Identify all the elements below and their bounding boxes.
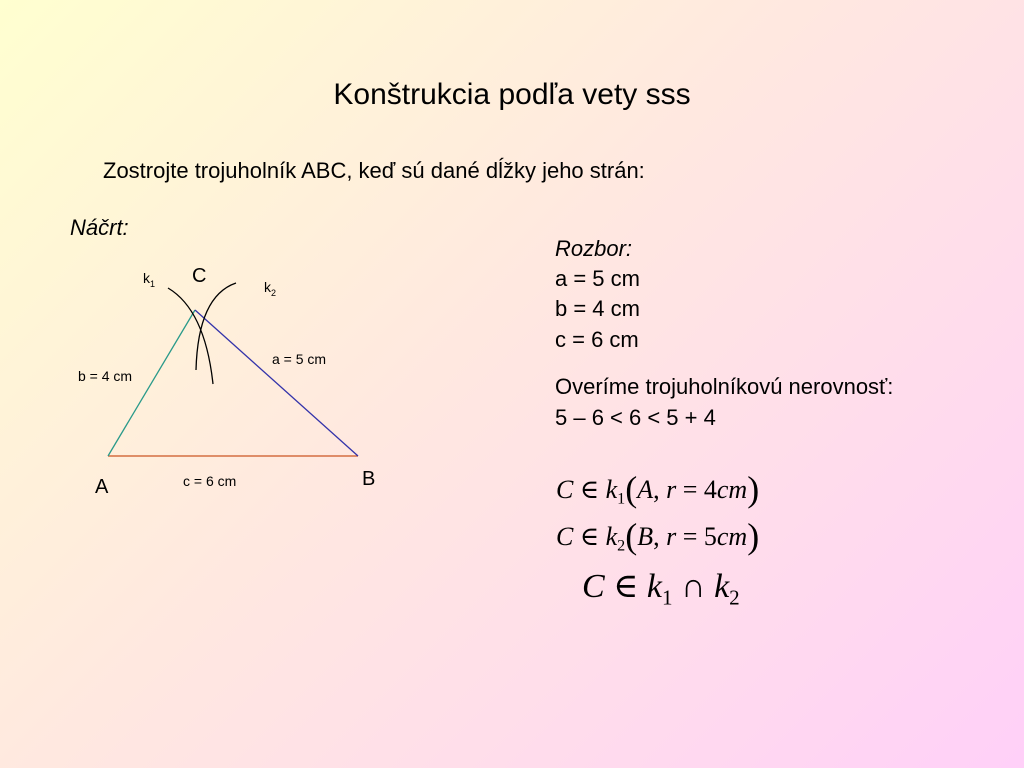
k2-label: $k_2$ xyxy=(264,279,277,298)
analysis-line-a: a = 5 cm xyxy=(555,266,640,291)
formula-c-on-k2: C ∈ $k_2(B$, r = 5cm) xyxy=(556,516,760,556)
side-c-label: c = 6 cm xyxy=(183,473,237,489)
formula-c-on-k1: C ∈ $k_1(A$, r = 4cm) xyxy=(556,469,760,509)
vertex-c-label: C xyxy=(192,265,207,287)
analysis-heading: Rozbor: xyxy=(555,236,633,261)
analysis-line-b: b = 4 cm xyxy=(555,296,640,321)
slide-title: Konštrukcia podľa vety sss xyxy=(333,78,691,111)
side-b-label: b = 4 cm xyxy=(78,368,133,384)
vertex-b-label: B xyxy=(362,468,376,490)
arc-k2 xyxy=(196,283,236,370)
formula-intersection: C ∈ $k_1$ ∩ $k_2$ xyxy=(582,568,740,610)
inequality-title: Overíme trojuholníkovú nerovnosť: xyxy=(555,374,894,399)
analysis-line-c: c = 6 cm xyxy=(555,327,639,352)
k1-label: $k_1$ xyxy=(143,270,156,289)
vertex-a-label: A xyxy=(95,476,109,498)
sketch-label: Náčrt: xyxy=(70,215,129,240)
arc-k1 xyxy=(168,288,213,384)
side-a-line xyxy=(195,310,358,456)
side-a-label: a = 5 cm xyxy=(272,351,327,367)
task-text: Zostrojte trojuholník ABC, keď sú dané dĺžky jeho strán: xyxy=(103,158,645,183)
inequality-expression: 5 – 6 < 6 < 5 + 4 xyxy=(555,405,716,430)
